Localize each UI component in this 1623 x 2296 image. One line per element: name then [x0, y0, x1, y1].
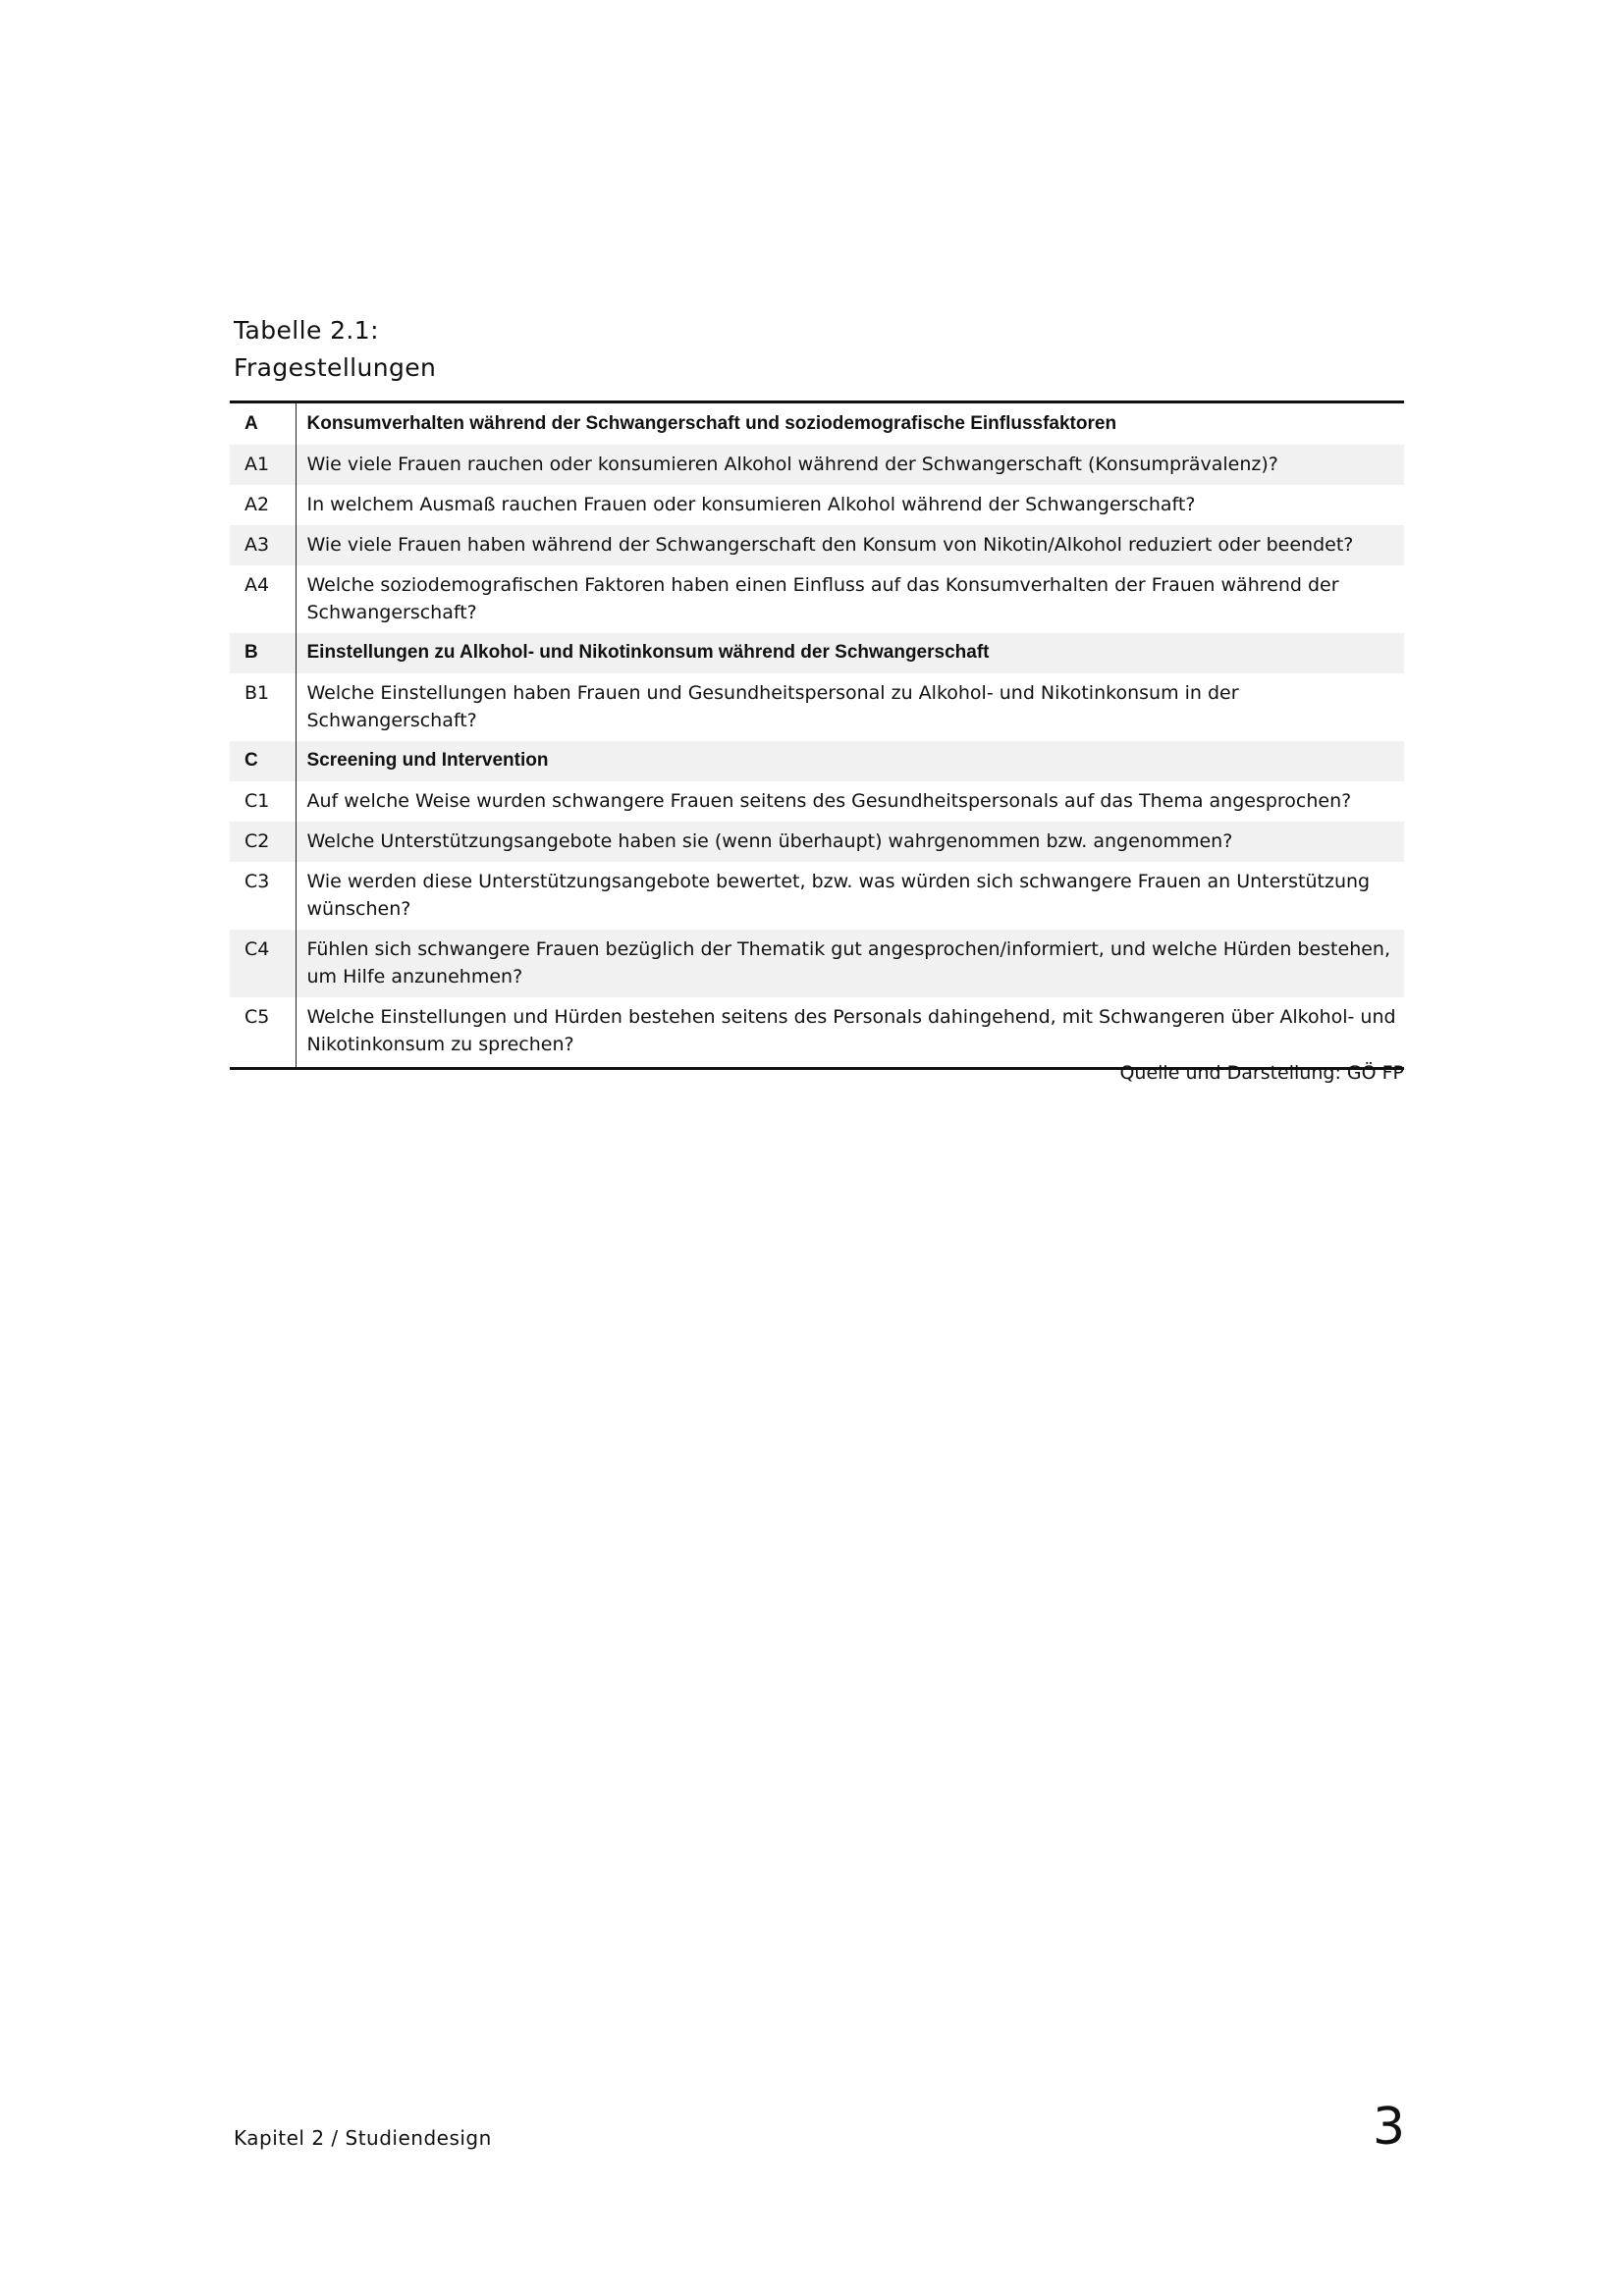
table-section-row — [230, 403, 1404, 445]
row-code: B1 — [230, 673, 296, 741]
footer-chapter: Kapitel 2 / Studiendesign — [234, 2126, 492, 2150]
question-text: Wie viele Frauen rauchen oder konsumieren Alkohol während der Schwangerschaft (Konsumprävalenz)? — [296, 445, 1404, 485]
table-row — [230, 485, 1404, 525]
row-code: C5 — [230, 997, 296, 1067]
table-row — [230, 565, 1404, 633]
question-text: Wie viele Frauen haben während der Schwangerschaft den Konsum von Nikotin/Alkohol reduziert oder beendet? — [296, 525, 1404, 565]
question-text: Auf welche Weise wurden schwangere Frauen seitens des Gesundheitspersonals auf das Thema angesprochen? — [306, 790, 1352, 812]
table-row — [230, 822, 1404, 862]
page-number: 3 — [1373, 2098, 1406, 2157]
question-text: Welche soziodemografischen Faktoren haben einen Einfluss auf das Konsumverhalten der Frauen während der Schwangerschaft? — [306, 574, 1339, 623]
table-row — [230, 997, 1404, 1067]
table-caption-title: Fragestellungen — [234, 353, 437, 382]
row-code: C1 — [230, 781, 296, 822]
question-text: Fühlen sich schwangere Frauen bezüglich der Thematik gut angesprochen/informiert, und welche Hürden bestehen, um Hilfe anzunehmen? — [296, 930, 1404, 997]
section-heading: Konsumverhalten während der Schwangerschaft und soziodemografische Einflussfaktoren — [306, 413, 1117, 434]
question-text: Welche Einstellungen und Hürden bestehen seitens des Personals dahingehend, mit Schwangeren über Alkohol- und Nikotinkonsum zu sprechen? — [306, 1006, 1396, 1055]
question-text: Wie werden diese Unterstützungsangebote bewertet, bzw. was würden sich schwangere Frauen an Unterstützung wünschen? — [306, 871, 1371, 920]
question-text: In welchem Ausmaß rauchen Frauen oder konsumieren Alkohol während der Schwangerschaft? — [306, 494, 1196, 515]
section-heading: Screening und Intervention — [296, 741, 1404, 781]
row-code: A4 — [230, 565, 296, 633]
row-code: C3 — [230, 862, 296, 930]
table-caption-label: Tabelle 2.1: — [234, 316, 379, 345]
table-row — [230, 673, 1404, 741]
question-text: Welche Einstellungen haben Frauen und Gesundheitspersonal zu Alkohol- und Nikotinkonsum in der Schwangerschaft? — [306, 682, 1239, 731]
row-code: C — [230, 741, 296, 781]
table-row — [230, 862, 1404, 930]
table-body — [230, 403, 1404, 1067]
row-code: C4 — [230, 930, 296, 997]
row-code: A — [230, 403, 296, 445]
table-caption — [234, 312, 436, 387]
questions-table — [230, 400, 1404, 1070]
table-row — [230, 930, 1404, 997]
row-code: A3 — [230, 525, 296, 565]
row-code: A2 — [230, 485, 296, 525]
row-code: B — [230, 633, 296, 673]
table-source-note: Quelle und Darstellung: GÖ FP — [1119, 1062, 1404, 1084]
question-text: Welche Unterstützungsangebote haben sie (wenn überhaupt) wahrgenommen bzw. angenommen? — [296, 822, 1404, 862]
table-row — [230, 445, 1404, 485]
questions-table-grid — [230, 403, 1404, 1067]
table-row — [230, 525, 1404, 565]
table-section-row — [230, 633, 1404, 673]
section-heading: Einstellungen zu Alkohol- und Nikotinkonsum während der Schwangerschaft — [296, 633, 1404, 673]
table-section-row — [230, 741, 1404, 781]
row-code: A1 — [230, 445, 296, 485]
row-code: C2 — [230, 822, 296, 862]
table-row — [230, 781, 1404, 822]
